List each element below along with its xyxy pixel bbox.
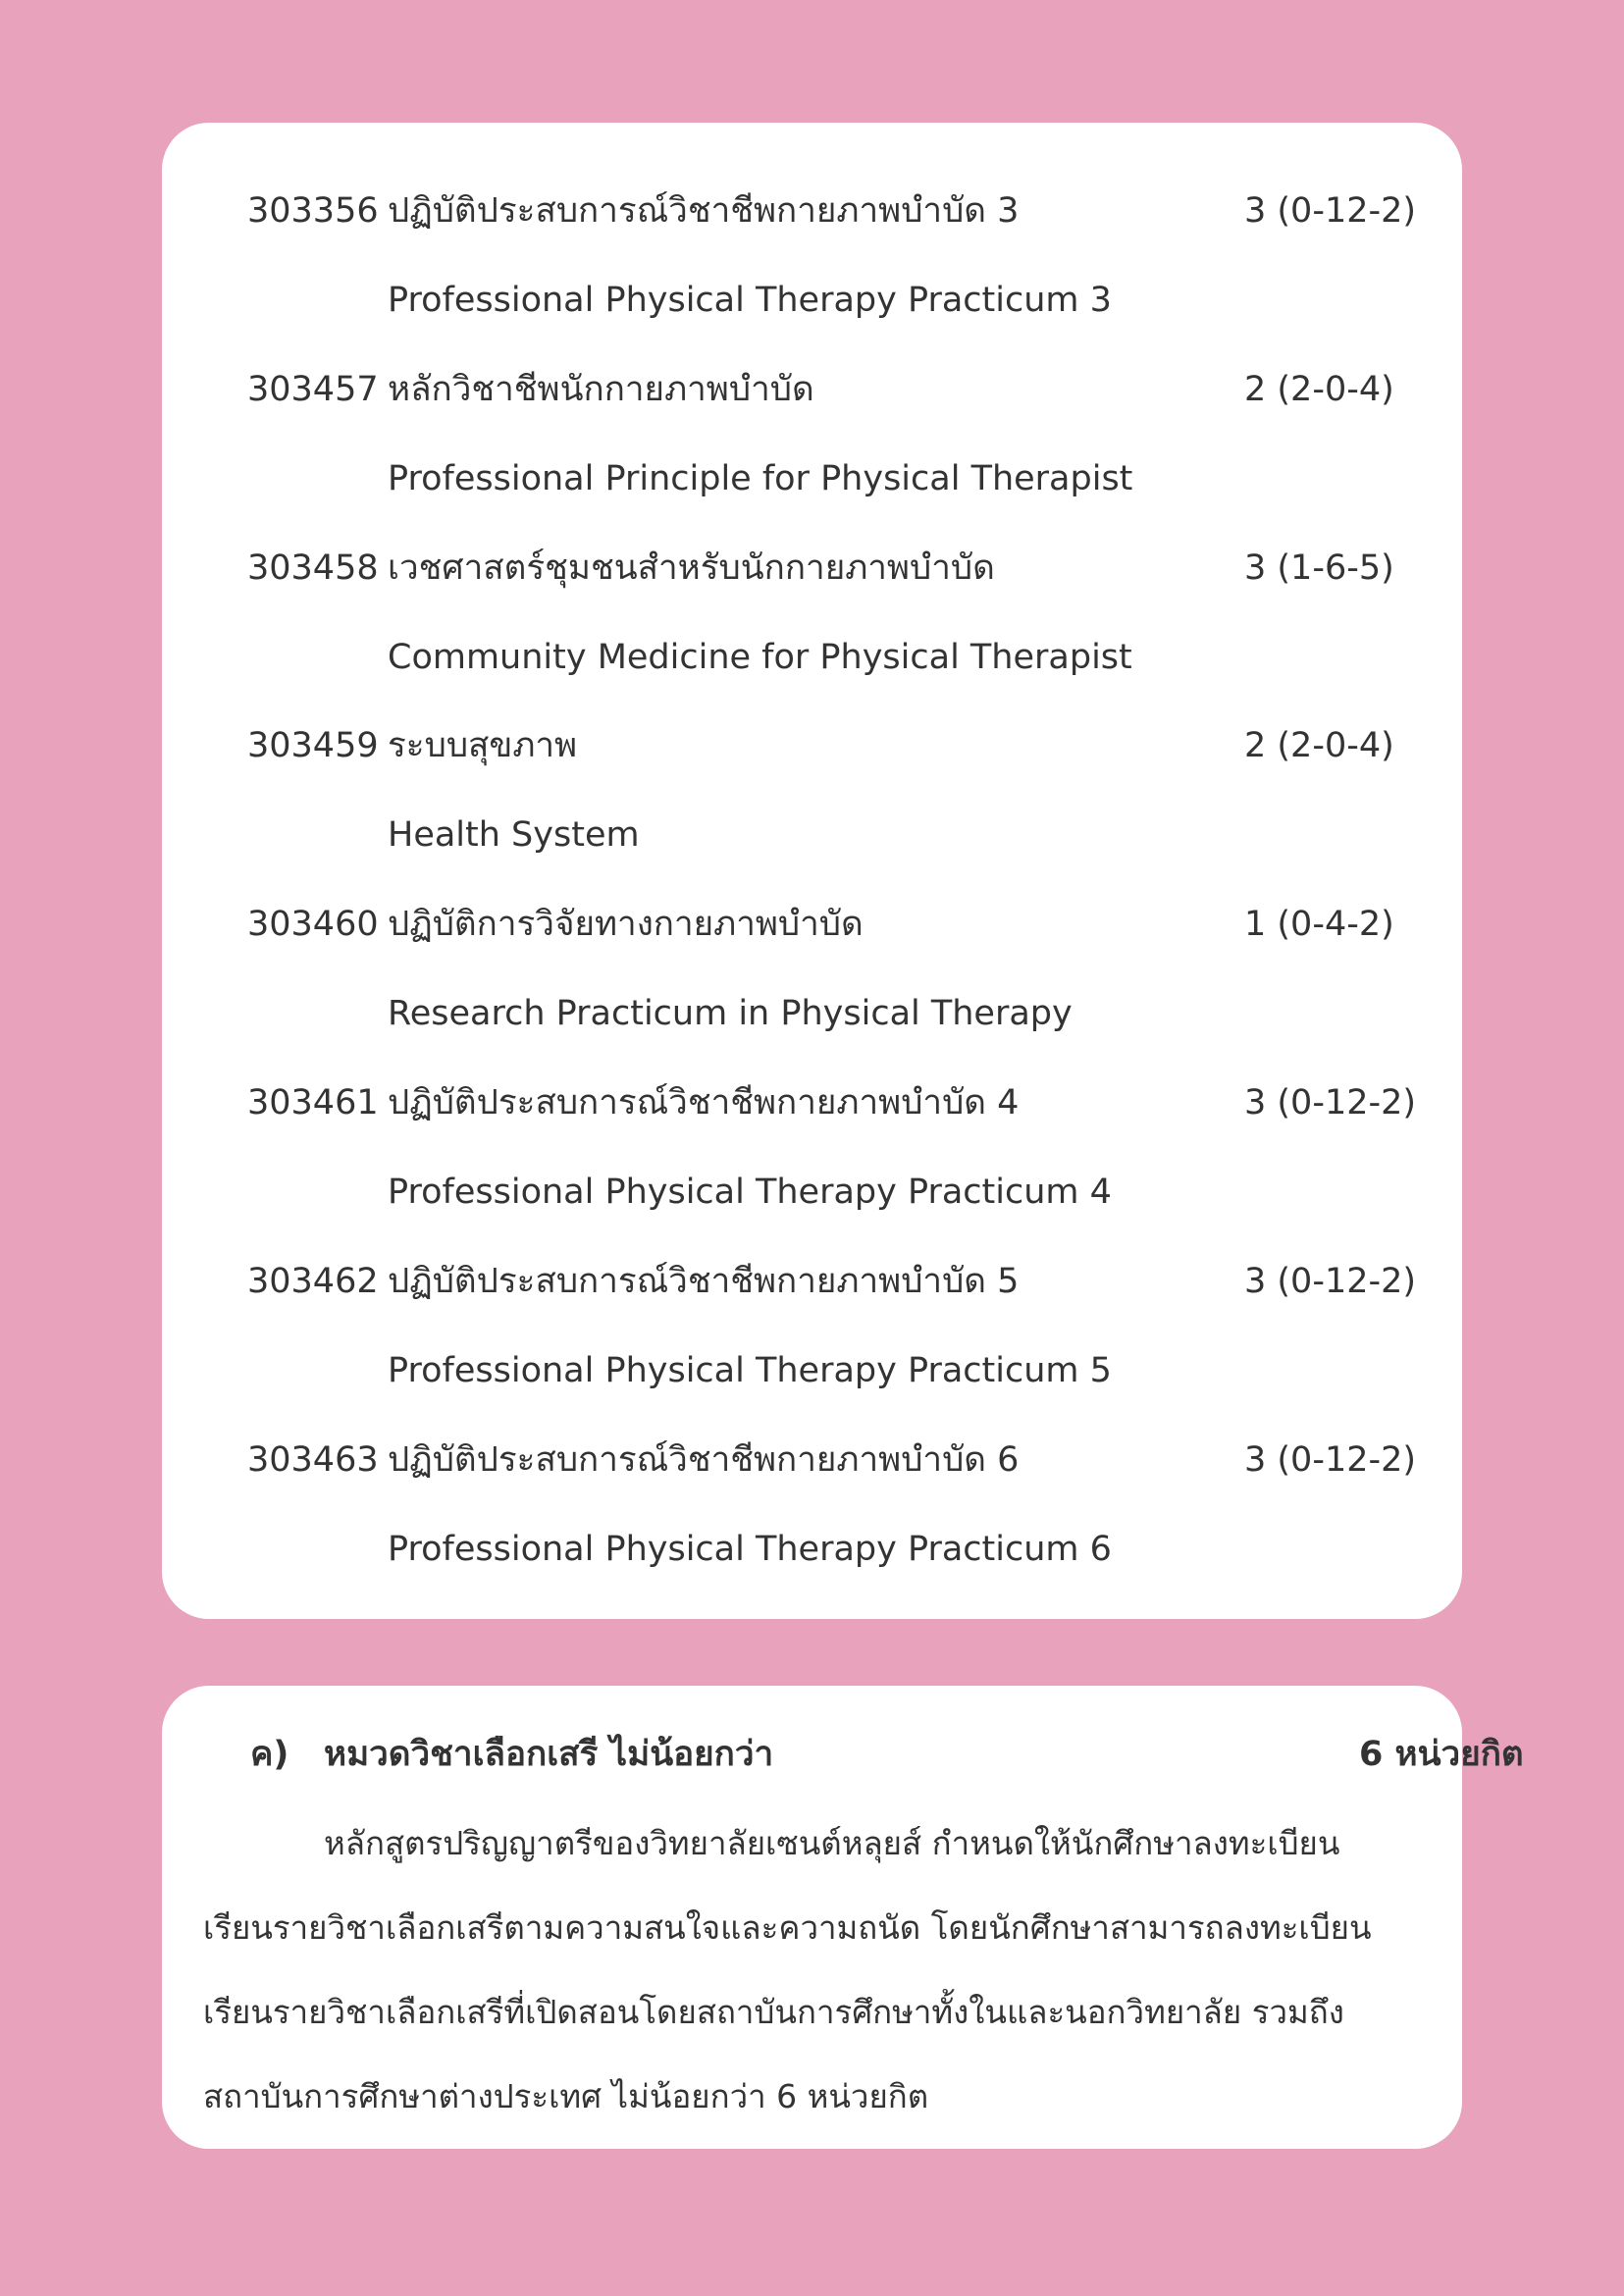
course-code: 303462	[247, 1262, 379, 1301]
course-row-english	[162, 271, 1462, 330]
course-name-english: Professional Principle for Physical Therapist	[388, 459, 1133, 498]
course-row	[162, 895, 1462, 954]
course-row-english	[162, 806, 1462, 864]
course-credits: 3 (0-12-2)	[1244, 1440, 1417, 1480]
course-name-thai: ปฏิบัติประสบการณ์วิชาชีพกายภาพบำบัด 6	[388, 1440, 1020, 1480]
course-name-thai: ปฏิบัติประสบการณ์วิชาชีพกายภาพบำบัด 5	[388, 1262, 1020, 1301]
course-code: 303463	[247, 1440, 379, 1480]
course-name-english: Professional Physical Therapy Practicum 3	[388, 281, 1112, 320]
elective-paragraph	[203, 1801, 1430, 2139]
free-elective-card	[162, 1686, 1524, 2149]
course-row	[162, 360, 1462, 419]
course-name-thai: ปฏิบัติประสบการณ์วิชาชีพกายภาพบำบัด 4	[388, 1083, 1020, 1122]
paragraph-line: หลักสูตรปริญญาตรีของวิทยาลัยเซนต์หลุยส์ กำหนดให้นักศึกษาลงทะเบียน	[324, 1824, 1340, 1862]
course-name-english: Professional Physical Therapy Practicum 4	[388, 1173, 1112, 1212]
elective-credits: 6 หน่วยกิต	[1359, 1735, 1524, 1774]
paragraph-line: เรียนรายวิชาเลือกเสรีตามความสนใจและความถนัด โดยนักศึกษาสามารถลงทะเบียน	[203, 1908, 1372, 1947]
course-list-card	[162, 123, 1462, 1619]
course-credits: 3 (0-12-2)	[1244, 1083, 1417, 1122]
course-credits: 3 (1-6-5)	[1244, 548, 1394, 588]
course-code: 303459	[247, 726, 379, 765]
course-credits: 2 (2-0-4)	[1244, 370, 1394, 409]
course-row-english	[162, 449, 1462, 508]
section-letter: ค)	[250, 1735, 289, 1774]
course-row	[162, 1252, 1462, 1311]
course-name-thai: ระบบสุขภาพ	[388, 726, 578, 765]
course-row-english	[162, 1341, 1462, 1400]
course-credits: 2 (2-0-4)	[1244, 726, 1394, 765]
course-code: 303460	[247, 905, 379, 944]
course-code: 303356	[247, 191, 379, 231]
course-name-thai: ปฏิบัติประสบการณ์วิชาชีพกายภาพบำบัด 3	[388, 191, 1020, 231]
course-row	[162, 716, 1462, 775]
course-row	[162, 539, 1462, 598]
course-row-english	[162, 1163, 1462, 1222]
course-name-thai: ปฏิบัติการวิจัยทางกายภาพบำบัด	[388, 905, 864, 944]
course-row-english	[162, 1520, 1462, 1579]
course-row	[162, 1431, 1462, 1489]
course-name-english: Professional Physical Therapy Practicum 5	[388, 1351, 1112, 1390]
course-code: 303458	[247, 548, 379, 588]
course-row-english	[162, 628, 1462, 687]
course-name-english: Health System	[388, 815, 640, 855]
paragraph-line: เรียนรายวิชาเลือกเสรีที่เปิดสอนโดยสถาบันการศึกษาทั้งในและนอกวิทยาลัย รวมถึง	[203, 1993, 1344, 2031]
course-code: 303461	[247, 1083, 379, 1122]
elective-heading	[250, 1725, 1524, 1784]
course-name-english: Research Practicum in Physical Therapy	[388, 994, 1073, 1033]
elective-title: หมวดวิชาเลือกเสรี ไม่น้อยกว่า	[324, 1735, 774, 1774]
course-row-english	[162, 984, 1462, 1043]
course-row	[162, 182, 1462, 240]
course-name-english: Community Medicine for Physical Therapist	[388, 638, 1132, 677]
course-name-thai: เวชศาสตร์ชุมชนสำหรับนักกายภาพบำบัด	[388, 548, 995, 588]
course-name-english: Professional Physical Therapy Practicum 6	[388, 1530, 1112, 1569]
course-name-thai: หลักวิชาชีพนักกายภาพบำบัด	[388, 370, 814, 409]
paragraph-line: สถาบันการศึกษาต่างประเทศ ไม่น้อยกว่า 6 หน่วยกิต	[203, 2077, 929, 2115]
course-credits: 3 (0-12-2)	[1244, 1262, 1417, 1301]
course-credits: 3 (0-12-2)	[1244, 191, 1417, 231]
course-credits: 1 (0-4-2)	[1244, 905, 1394, 944]
course-row	[162, 1073, 1462, 1132]
course-code: 303457	[247, 370, 379, 409]
